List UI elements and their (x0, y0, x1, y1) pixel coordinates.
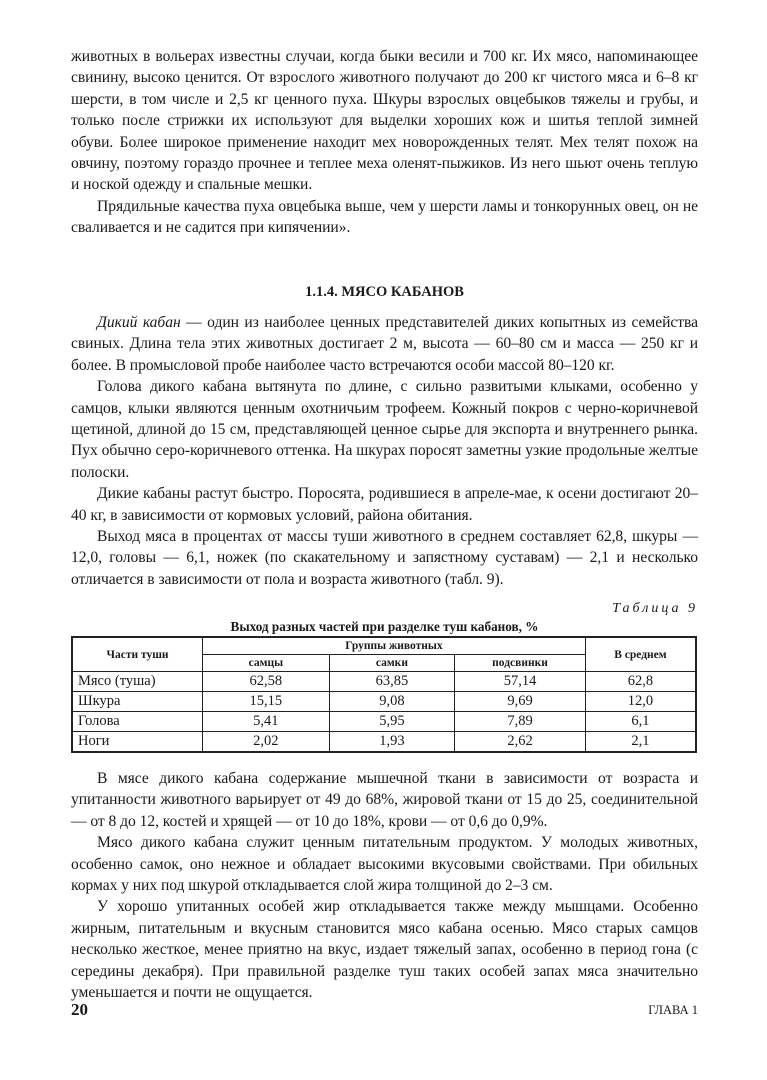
cell-part: Ноги (72, 732, 203, 753)
paragraph: У хорошо упитанных особей жир откладывается также между мышцами. Особенно жирным, питательным и вкусным становится мясо кабана осенью. Мясо старых самцов несколько жесткое, менее приятно на вкус, издает тяжелый запах, особенно в период гона (с середины декабря). При правильной разделке туш таких особей запах мяса значительно уменьшается и почти не ощущается. (71, 898, 698, 1002)
section-text-block (71, 312, 698, 590)
cell-young: 9,69 (455, 692, 586, 712)
cell-part: Голова (72, 712, 203, 732)
paragraph: Прядильные качества пуха овцебыка выше, чем у шерсти ламы и тонкорунных овец, он не сваливается и не садится при кипячении». (71, 197, 698, 237)
table-label: Таблица 9 (612, 601, 698, 616)
cell-average: 2,1 (585, 732, 696, 753)
cell-part: Мясо (туша) (72, 672, 203, 692)
cell-males: 62,58 (203, 672, 330, 692)
cell-average: 12,0 (585, 692, 696, 712)
cell-females: 1,93 (329, 732, 455, 753)
table-title: Выход разных частей при разделке туш кабанов, % (230, 619, 539, 634)
cell-males: 5,41 (203, 712, 330, 732)
table-row (72, 732, 696, 753)
section-heading: 1.1.4. МЯСО КАБАНОВ (305, 284, 464, 300)
header-parts: Части туши (72, 637, 203, 672)
cell-young: 7,89 (455, 712, 586, 732)
cell-males: 15,15 (203, 692, 330, 712)
paragraph: Выход мяса в процентах от массы туши животного в среднем составляет 62,8, шкуры — 12,0, головы — 6,1, ножек (по скакательному и запястному суставам) — 2,1 и несколько отличается в зависимости от пола и возраста животного (табл. 9). (71, 528, 698, 588)
table-row (72, 672, 696, 692)
data-table (71, 636, 697, 753)
paragraph: В мясе дикого кабана содержание мышечной ткани в зависимости от возраста и упитанности животного варьирует от 49 до 68%, жировой ткани от 15 до 25, соединительной — от 8 до 12, костей и хрящей — от 10 до 18%, крови — от 0,6 до 0,9%. (71, 770, 698, 830)
header-young: подсвинки (455, 655, 586, 672)
cell-males: 2,02 (203, 732, 330, 753)
cell-young: 57,14 (455, 672, 586, 692)
intro-text-block (71, 46, 698, 239)
cell-average: 6,1 (585, 712, 696, 732)
table-row (72, 692, 696, 712)
closing-text-block (71, 768, 698, 1003)
header-average: В среднем (585, 637, 696, 672)
cell-part: Шкура (72, 692, 203, 712)
cell-average: 62,8 (585, 672, 696, 692)
header-males: самцы (203, 655, 330, 672)
table-row (72, 712, 696, 732)
paragraph-text: — один из наиболее ценных представителей диких копытных из семейства свиных. Длина тела этих животных достигает 2 м, высота — 60–80 см и масса — 250 кг и более. В промысловой пробе наиболее часто встречаются особи массой 80–120 кг. (71, 314, 698, 374)
paragraph-continued: животных в вольерах известны случаи, когда быки весили и 700 кг. Их мясо, напоминающее свинину, высоко ценится. От взрослого животного получают до 200 кг чистого мяса и 6–8 кг шерсти, в том числе и 2,5 кг ценного пуха. Шкуры взрослых овцебыков тяжелы и грубы, и только после стрижки их используют для выделки хороших кож и шитья теплой зимней обуви. Более широкое применение находит мех новорожденных телят. Мех телят похож на овчину, поэтому гораздо прочнее и теплее меха оленят-пыжиков. Из него шьют очень теплую и ноской одежду и спальные мешки. (71, 48, 698, 194)
cell-females: 9,08 (329, 692, 455, 712)
paragraph: Дикие кабаны растут быстро. Поросята, родившиеся в апреле-мае, к осени достигают 20–40 кг, в зависимости от кормовых условий, района обитания. (71, 485, 698, 524)
header-groups: Группы животных (203, 637, 586, 655)
italic-term: Дикий кабан (97, 314, 181, 331)
paragraph: Голова дикого кабана вытянута по длине, с сильно развитыми клыками, особенно у самцов, клыки являются ценным охотничьим трофеем. Кожный покров с черно-коричневой щетиной, длиной до 15 см, представляющей ценное сырье для экспорта и внутреннего рынка. Пух обычно серо-коричневого оттенка. На шкурах поросят заметны узкие продольные желтые полоски. (71, 378, 698, 481)
chapter-label: ГЛАВА 1 (648, 1003, 698, 1017)
table-header-row (72, 637, 696, 655)
cell-young: 2,62 (455, 732, 586, 753)
paragraph (71, 312, 698, 376)
cell-females: 63,85 (329, 672, 455, 692)
header-females: самки (329, 655, 455, 672)
paragraph: Мясо дикого кабана служит ценным питательным продуктом. У молодых животных, особенно самок, оно нежное и обладает высокими вкусовыми свойствами. При обильных кормах у них под шкурой откладывается слой жира толщиной до 2–3 см. (71, 834, 698, 895)
page-number: 20 (71, 1000, 88, 1019)
cell-females: 5,95 (329, 712, 455, 732)
